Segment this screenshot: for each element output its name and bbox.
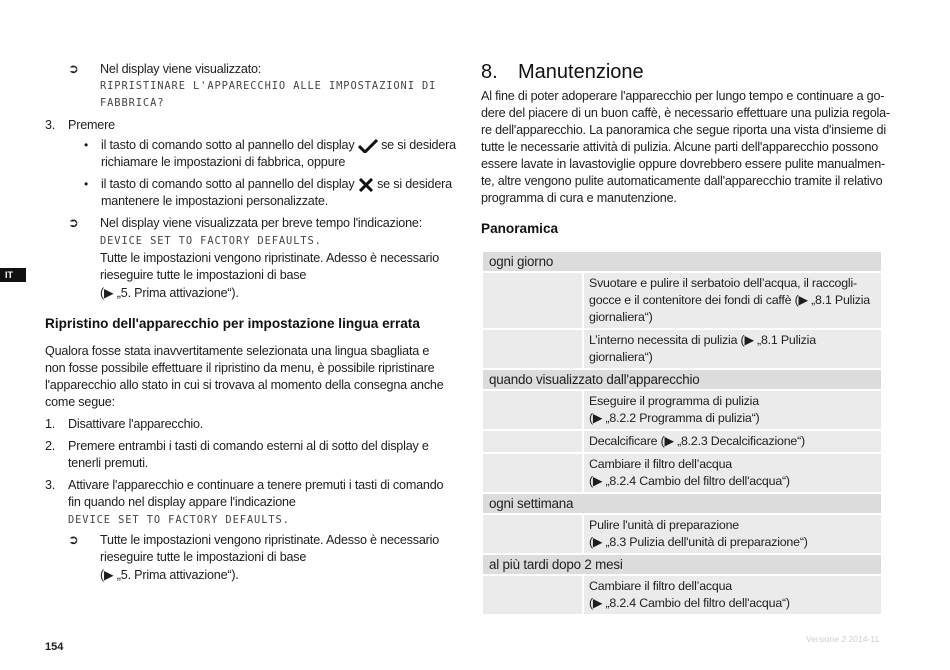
- step-label: Premere: [68, 118, 115, 132]
- bullet-cancel-text: [101, 176, 452, 194]
- step-number: 1.: [45, 417, 56, 431]
- bullet-confirm-part1: il tasto di comando sotto al pannello del display: [101, 138, 355, 152]
- result-arrow-icon: ➲: [68, 533, 79, 548]
- table-cell: [584, 273, 881, 328]
- cell-line: Svuotare e pulire il serbatoio dell’acqua, il raccogli-: [589, 276, 857, 290]
- cell-line: (▶ „8.2.4 Cambio del filtro dell'acqua“): [589, 596, 790, 610]
- table-category-row: [483, 555, 881, 574]
- version-label: Versione 2 2014-11: [806, 634, 880, 644]
- table-row: [483, 391, 881, 429]
- bullet: •: [84, 138, 89, 152]
- table-row: [483, 330, 881, 368]
- step-text-line2: fin quando nel display appare l'indicazione: [68, 495, 296, 509]
- table-row: [483, 515, 881, 553]
- para-line: come segue:: [45, 395, 115, 409]
- maintenance-table: [481, 250, 883, 616]
- cell-line: (▶ „8.2.2 Programma di pulizia“): [589, 411, 760, 425]
- cell-line: Eseguire il programma di pulizia: [589, 394, 759, 408]
- table-cell: [584, 454, 881, 492]
- table-cell: [584, 576, 881, 614]
- chapter-title: Manutenzione: [518, 61, 644, 83]
- cell-line: Cambiare il filtro dell’acqua: [589, 457, 732, 471]
- cell-line: Cambiare il filtro dell’acqua: [589, 579, 732, 593]
- result2-line2: rieseguire tutte le impostazioni di base: [100, 550, 307, 564]
- display-message-default: DEVICE SET TO FACTORY DEFAULTS.: [100, 235, 322, 247]
- para-line: dere del piacere di un buon caffè, è necessario effettuare una pulizia regola-: [481, 106, 890, 120]
- page-number: 154: [45, 641, 64, 653]
- table-row: [483, 576, 881, 614]
- result-arrow-icon: ➲: [68, 216, 79, 231]
- para-line: tutte le necessarie attività di pulizia. Alcune parti dell'apparecchio possono: [481, 140, 879, 154]
- bullet-cancel-line2: mantenere le impostazioni personalizzate.: [101, 194, 329, 208]
- result2-line1: Tutte le impostazioni vengono ripristinate. Adesso è necessario: [100, 533, 440, 547]
- step-number: 3.: [45, 118, 56, 132]
- step-text-line2: tenerli premuti.: [68, 456, 149, 470]
- display-message-line1: RIPRISTINARE L'APPARECCHIO ALLE IMPOSTAZIONI DI: [100, 80, 437, 92]
- table-row: [483, 454, 881, 492]
- bullet-cancel-part1: il tasto di comando sotto al pannello del display: [101, 177, 355, 191]
- empty-cell: [483, 391, 582, 429]
- para-line: te, altre vengono pulite automaticamente dall'apparecchio tramite il relativo: [481, 174, 883, 188]
- cell-line: Decalcificare (▶ „8.2.3 Decalcificazione“): [589, 434, 805, 448]
- table-cell: [584, 391, 881, 429]
- table-cell: [584, 431, 881, 452]
- para-line: l'apparecchio allo stato in cui si trovava al momento della consegna anche: [45, 378, 444, 392]
- bullet: •: [84, 177, 89, 191]
- table-row: [483, 273, 881, 328]
- table-cell: [584, 515, 881, 553]
- empty-cell: [483, 515, 582, 553]
- empty-cell: [483, 454, 582, 492]
- bullet-confirm-line2: richiamare le impostazioni di fabbrica, oppure: [101, 155, 346, 169]
- para-line: essere lavate in lavastoviglie oppure dovrebbero essere pulite manualmen-: [481, 157, 886, 171]
- section-heading: Ripristino dell'apparecchio per impostazione lingua errata: [45, 316, 420, 331]
- display-message-line2: FABBRICA?: [100, 97, 165, 109]
- step-text: Attivare l'apparecchio e continuare a tenere premuti i tasti di comando: [68, 478, 444, 492]
- category-label: ogni settimana: [483, 494, 881, 513]
- result1-line2: Tutte le impostazioni vengono ripristinate. Adesso è necessario: [100, 251, 440, 265]
- result1-line1: Nel display viene visualizzata per breve tempo l'indicazione:: [100, 216, 423, 230]
- cell-line: (▶ „8.2.4 Cambio del filtro dell'acqua“): [589, 474, 790, 488]
- overview-heading: Panoramica: [481, 221, 559, 236]
- empty-cell: [483, 330, 582, 368]
- para-line: non fosse possibile effettuare il ripristino da menu, è possibile ripristinare: [45, 361, 435, 375]
- step-text: Premere entrambi i tasti di comando esterni al di sotto del display e: [68, 439, 429, 453]
- category-label: ogni giorno: [483, 252, 881, 271]
- result1-line3: rieseguire tutte le impostazioni di base: [100, 268, 307, 282]
- cross-icon: [358, 178, 374, 192]
- cell-line: Pulire l'unità di preparazione: [589, 518, 739, 532]
- table-category-row: [483, 370, 881, 389]
- intro-line: Nel display viene visualizzato:: [100, 62, 262, 76]
- bullet-cancel-part2: se si desidera: [377, 177, 452, 191]
- cell-line: giornaliera“): [589, 310, 653, 324]
- table-row: [483, 431, 881, 452]
- cell-line: gocce e il contenitore dei fondi di caffè (▶ „8.1 Pulizia: [589, 293, 870, 307]
- empty-cell: [483, 431, 582, 452]
- step-number: 3.: [45, 478, 56, 492]
- step-number: 2.: [45, 439, 56, 453]
- para-line: re dell'apparecchio. La panoramica che segue riporta una vista d'insieme di: [481, 123, 886, 137]
- result-arrow-icon: ➲: [68, 62, 79, 77]
- empty-cell: [483, 273, 582, 328]
- chapter-number: 8.: [481, 61, 498, 83]
- para-line: programma di cura e manutenzione.: [481, 191, 677, 205]
- table-category-row: [483, 252, 881, 271]
- cell-line: L’interno necessita di pulizia (▶ „8.1 Pulizia giornaliera“): [589, 333, 816, 364]
- table-cell: [584, 330, 881, 368]
- checkmark-icon: [358, 139, 378, 153]
- para-line: Al fine di poter adoperare l'apparecchio per lungo tempo e continuare a go-: [481, 89, 885, 103]
- para-line: Qualora fosse stata inavvertitamente selezionata una lingua sbagliata e: [45, 344, 430, 358]
- category-label: al più tardi dopo 2 mesi: [483, 555, 881, 574]
- bullet-confirm-text: [101, 137, 456, 155]
- table-category-row: [483, 494, 881, 513]
- empty-cell: [483, 576, 582, 614]
- bullet-confirm-part2: se si desidera: [381, 138, 456, 152]
- category-label: quando visualizzato dall'apparecchio: [483, 370, 881, 389]
- step-text: Disattivare l'apparecchio.: [68, 417, 204, 431]
- language-tab: IT: [0, 268, 26, 282]
- display-message-default: DEVICE SET TO FACTORY DEFAULTS.: [68, 514, 290, 526]
- result1-crossref: (▶ „5. Prima attivazione“).: [100, 286, 239, 300]
- result2-crossref: (▶ „5. Prima attivazione“).: [100, 568, 239, 582]
- cell-line: (▶ „8.3 Pulizia dell'unità di preparazione“): [589, 535, 808, 549]
